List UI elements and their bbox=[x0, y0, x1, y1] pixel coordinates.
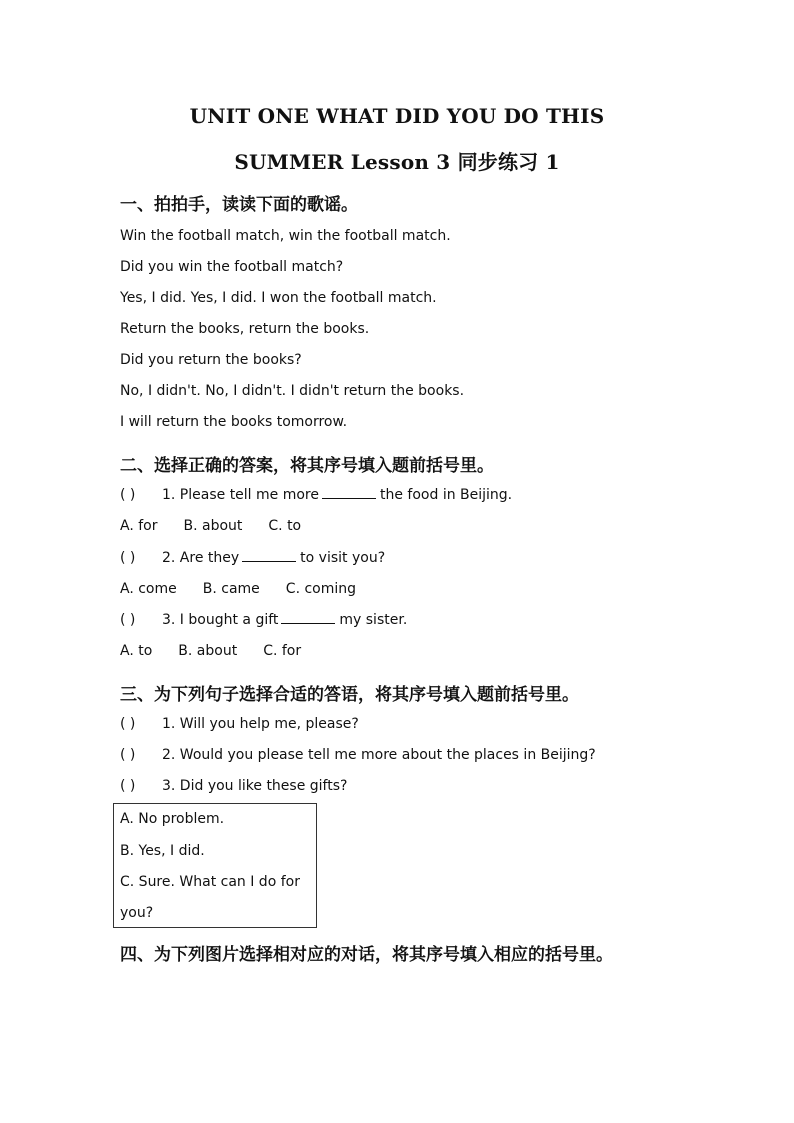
question-text-after: the food in Beijing. bbox=[380, 487, 513, 503]
chant-line-7: I will return the books tomorrow. bbox=[120, 414, 348, 430]
page-title-line-2: SUMMER Lesson 3 同步练习 1 bbox=[234, 150, 560, 174]
chant-line-6: No, I didn't. No, I didn't. I didn't return the books. bbox=[120, 383, 465, 399]
option-c: C. coming bbox=[285, 581, 357, 597]
option-b: B. about bbox=[183, 518, 243, 534]
section-4-heading: 四、为下列图片选择相对应的对话，将其序号填入相应的括号里。 bbox=[120, 945, 613, 965]
response-question-3 bbox=[120, 778, 347, 794]
answer-choice-b: B. Yes, I did. bbox=[120, 843, 205, 859]
fill-blank[interactable] bbox=[322, 497, 376, 499]
answer-choice-c: C. Sure. What can I do for bbox=[120, 874, 300, 890]
answer-choice-c-continued: you? bbox=[120, 905, 154, 921]
chant-line-3: Yes, I did. Yes, I did. I won the football match. bbox=[120, 290, 437, 306]
mc-question-2 bbox=[120, 550, 385, 566]
mc-options-1 bbox=[120, 518, 327, 534]
section-2-heading: 二、选择正确的答案，将其序号填入题前括号里。 bbox=[120, 456, 494, 476]
option-b: B. came bbox=[202, 581, 260, 597]
chant-line-2: Did you win the football match? bbox=[120, 259, 344, 275]
option-c: C. for bbox=[263, 643, 302, 659]
question-text-after: to visit you? bbox=[300, 550, 386, 566]
chant-line-1: Win the football match, win the football match. bbox=[120, 228, 451, 244]
chant-line-4: Return the books, return the books. bbox=[120, 321, 370, 337]
section-3-heading: 三、为下列句子选择合适的答语，将其序号填入题前括号里。 bbox=[120, 685, 579, 705]
question-text: 3. Did you like these gifts? bbox=[162, 778, 348, 794]
question-text: 1. Will you help me, please? bbox=[162, 716, 359, 732]
section-1-heading: 一、拍拍手，读读下面的歌谣。 bbox=[120, 195, 358, 215]
answer-paren[interactable]: ( ) bbox=[120, 550, 136, 566]
answer-paren[interactable]: ( ) bbox=[120, 612, 136, 628]
page-title-line-1: UNIT ONE WHAT DID YOU DO THIS bbox=[189, 104, 605, 128]
option-a: A. for bbox=[120, 518, 158, 534]
option-a: A. come bbox=[120, 581, 177, 597]
answer-choices-box bbox=[113, 803, 317, 928]
answer-paren[interactable]: ( ) bbox=[120, 747, 136, 763]
mc-options-3 bbox=[120, 643, 327, 659]
option-b: B. about bbox=[178, 643, 238, 659]
question-text-before: 2. Are they bbox=[162, 550, 240, 566]
response-question-2 bbox=[120, 747, 596, 763]
answer-paren[interactable]: ( ) bbox=[120, 716, 136, 732]
question-text-before: 1. Please tell me more bbox=[162, 487, 319, 503]
answer-choice-a: A. No problem. bbox=[120, 811, 225, 827]
mc-options-2 bbox=[120, 581, 382, 597]
option-c: C. to bbox=[268, 518, 302, 534]
response-question-1 bbox=[120, 716, 359, 732]
question-text-after: my sister. bbox=[339, 612, 408, 628]
answer-paren[interactable]: ( ) bbox=[120, 487, 136, 503]
question-text-before: 3. I bought a gift bbox=[162, 612, 279, 628]
mc-question-3 bbox=[120, 612, 407, 628]
question-text: 2. Would you please tell me more about the places in Beijing? bbox=[162, 747, 596, 763]
fill-blank[interactable] bbox=[242, 560, 296, 562]
chant-line-5: Did you return the books? bbox=[120, 352, 302, 368]
option-a: A. to bbox=[120, 643, 153, 659]
answer-paren[interactable]: ( ) bbox=[120, 778, 136, 794]
mc-question-1 bbox=[120, 487, 512, 503]
fill-blank[interactable] bbox=[281, 622, 335, 624]
